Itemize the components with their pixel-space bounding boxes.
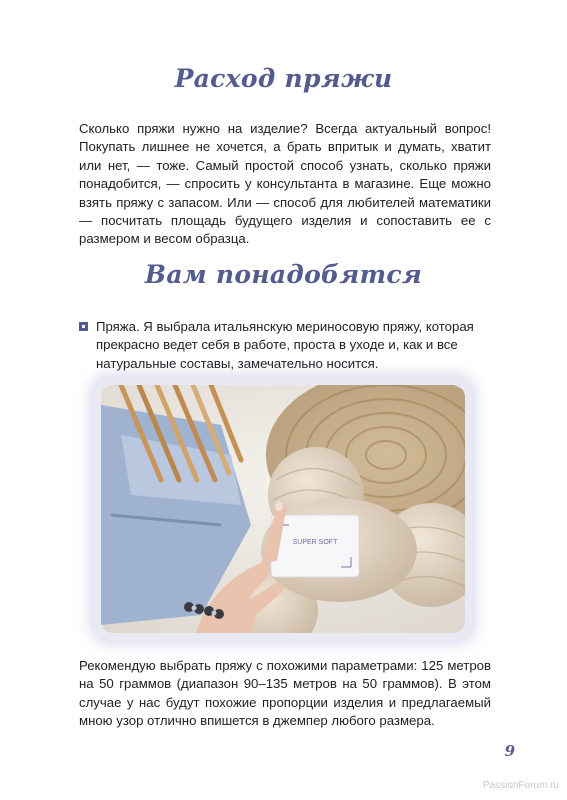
watermark: PassionForum.ru — [482, 780, 559, 791]
yarn-photo — [101, 385, 465, 633]
yarn-label-text: SUPER SOFT — [292, 539, 338, 546]
yarn-recommendation-paragraph: Рекомендую выбрать пряжу с похожими параметрами: 125 метров на 50 граммов (диапазон 90–135 метров на 50 граммов). В этом случае у нас будут похожие пропорции изделия и предлагаемый мною узор отлично впишется в джемпер любого размера. — [79, 658, 491, 729]
bullet-text: Пряжа. Я выбрала итальянскую мериносовую пряжу, которая прекрасно ведет себя в работе, проста в уходе и, как и все натуральные составы, замечательно носится. — [96, 319, 474, 371]
section-title-you-will-need: Вам понадобятся — [144, 260, 423, 289]
yarn-consumption-paragraph: Сколько пряжи нужно на изделие? Всегда актуальный вопрос! Покупать лишнее не хочется, а брать впритык и думать, хватит или нет, — тоже. Самый простой способ узнать, сколько пряжи понадобится, — спросить у консультанта в магазине. Еще можно взять пряжу с запасом. Или — способ для любителей математики — посчитать площадь будущего изделия и сопоставить ее с размером и весом образца. — [79, 121, 491, 247]
page-number: 9 — [504, 742, 515, 760]
bullet-square-icon — [79, 322, 88, 331]
list-item — [79, 318, 491, 373]
section-title-yarn-consumption: Расход пряжи — [174, 64, 393, 93]
